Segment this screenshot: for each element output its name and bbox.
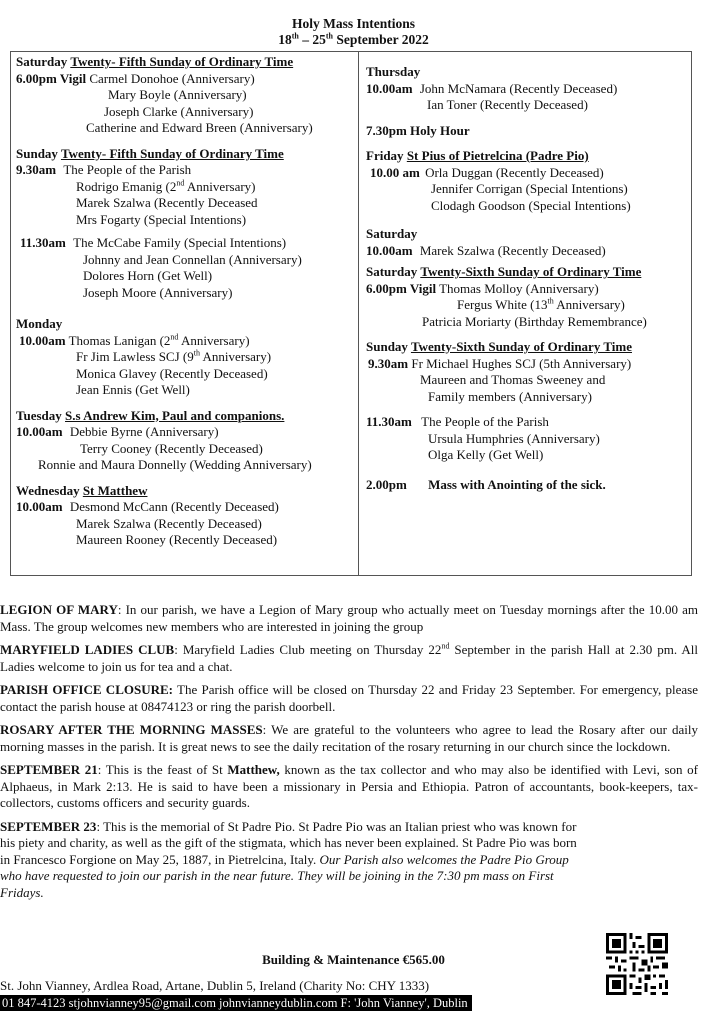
thursday-block <box>366 64 688 114</box>
intention: Maureen and Thomas Sweeney and <box>420 372 606 387</box>
notice-legion: LEGION OF MARY: In our parish, we have a Legion of Mary group who actually meet on Tuesday mornings after the 10.00 am Mass. The group welcomes new members who are interested in joining the group <box>0 602 699 634</box>
intention: The McCabe Family (Special Intentions) <box>73 235 287 250</box>
intention: Clodagh Goodson (Special Intentions) <box>431 197 631 213</box>
sunday-right-1130-block <box>366 414 688 464</box>
mass-time: 10.00am <box>16 499 63 514</box>
footer-contact: 01 847-4123 stjohnvianney95@gmail.com johnvianneydublin.com F: 'John Vianney', Dublin <box>0 995 472 1011</box>
column-divider <box>358 51 359 576</box>
friday-block <box>366 148 688 214</box>
mass-time: 6.00pm Vigil <box>366 280 437 296</box>
intention: Jennifer Corrigan (Special Intentions) <box>431 181 628 196</box>
page-title: Holy Mass Intentions <box>291 16 416 31</box>
intention: Orla Duggan (Recently Deceased) <box>425 164 604 180</box>
intention: Fr Jim Lawless SCJ (9th Anniversary) <box>76 348 272 364</box>
mass-time: 11.30am <box>366 414 412 429</box>
intention: Patricia Moriarty (Birthday Remembrance) <box>422 313 647 329</box>
sunday-block <box>16 146 356 229</box>
saturday-heading: Saturday <box>366 226 418 241</box>
mass-time: 10.00am <box>16 424 63 439</box>
thursday-heading: Thursday <box>366 64 421 79</box>
intention: Marek Szalwa (Recently Deceased) <box>419 242 606 258</box>
mass-time: 10.00am <box>366 80 413 96</box>
intention: Joseph Moore (Anniversary) <box>83 284 233 300</box>
intention: Ronnie and Maura Donnelly (Wedding Anniversary) <box>38 457 312 472</box>
intention: Catherine and Edward Breen (Anniversary) <box>86 120 313 135</box>
saturday-heading: Saturday Twenty- Fifth Sunday of Ordinary Time <box>16 54 294 69</box>
mass-time: 11.30am <box>20 235 66 250</box>
intention: Marek Szalwa (Recently Deceased) <box>76 515 262 531</box>
wednesday-heading: Wednesday St Matthew <box>16 482 148 498</box>
saturday-block <box>16 54 356 137</box>
monday-block <box>16 316 356 399</box>
intention: Thomas Lanigan (2nd Anniversary) <box>68 332 250 348</box>
notice-sep23: SEPTEMBER 23: This is the memorial of St Padre Pio. St Padre Pio was an Italian priest who was known for his piety and charity, as well as the gift of the stigmata, which has never been explained. St Padre Pio was born in Francesco Forgione on May 25, 1887, in Pietrelcina, Italy. Our Parish also welcomes the Padre Pio Group who have requested to join our parish in the near future. They will be joining in the 7:30 pm mass on First Fridays. <box>0 818 577 900</box>
intention: Desmond McCann (Recently Deceased) <box>69 499 279 514</box>
intention: Fr Michael Hughes SCJ (5th Anniversary) <box>411 355 632 371</box>
intention: Monica Glavey (Recently Deceased) <box>76 365 268 381</box>
monday-heading: Monday <box>16 316 63 331</box>
intention: Carmel Donohoe (Anniversary) <box>89 70 255 86</box>
sunday-right-block <box>366 339 688 405</box>
mass-time: 9.30am <box>16 162 57 177</box>
saturday-right-block <box>366 226 688 259</box>
right-column <box>366 64 688 502</box>
sunday-1130-block <box>16 235 356 301</box>
intention: Dolores Horn (Get Well) <box>83 268 213 283</box>
intention: Family members (Anniversary) <box>428 388 592 404</box>
intention: John McNamara (Recently Deceased) <box>419 80 618 96</box>
intention: Marek Szalwa (Recently Deceased <box>76 195 258 210</box>
intention: Ian Toner (Recently Deceased) <box>427 97 588 112</box>
left-column <box>16 54 356 558</box>
intention: The People of the Parish <box>421 414 549 429</box>
sunday-heading: Sunday Twenty-Sixth Sunday of Ordinary Time <box>366 339 632 354</box>
tuesday-heading: Tuesday S.s Andrew Kim, Paul and companions. <box>16 407 285 423</box>
mass-time: 10.00am <box>366 242 413 258</box>
intention: Maureen Rooney (Recently Deceased) <box>76 532 278 547</box>
notice-office: PARISH OFFICE CLOSURE: The Parish office will be closed on Thursday 22 and Friday 23 September. For emergency, please contact the parish house at 08474123 or ring the parish doorbell. <box>0 682 698 714</box>
footer-address: St. John Vianney, Ardlea Road, Artane, Dublin 5, Ireland (Charity No: CHY 1333) <box>0 978 430 993</box>
intention: Johnny and Jean Connellan (Anniversary) <box>83 251 302 267</box>
friday-heading: Friday St Pius of Pietrelcina (Padre Pio) <box>366 148 589 163</box>
mass-time: 6.00pm Vigil <box>16 70 87 86</box>
intention: Thomas Molloy (Anniversary) <box>439 280 599 296</box>
holy-hour: 7.30pm Holy Hour <box>366 122 470 138</box>
mass-time: 2.00pm <box>366 476 407 492</box>
notice-sep21: SEPTEMBER 21: This is the feast of St Matthew, known as the tax collector and who may also be identified with Levi, son of Alphaeus, in Mark 2:13. He is said to have been a missionary in Persia and Ethiopia. Patron of accountants, book-keepers, tax-collectors, customs officers and security guards. <box>0 762 698 810</box>
notices <box>0 602 698 908</box>
intention: The People of the Parish <box>63 162 192 177</box>
wednesday-block <box>16 483 356 549</box>
qr-code-icon[interactable] <box>606 933 668 995</box>
intention: Fergus White (13th Anniversary) <box>457 296 625 312</box>
saturday-vigil-heading: Saturday Twenty-Sixth Sunday of Ordinary Time <box>366 264 642 279</box>
mass-time: 10.00 am <box>370 164 420 180</box>
sunday-heading: Sunday Twenty- Fifth Sunday of Ordinary Time <box>16 145 284 161</box>
mass-time: 10.00am <box>19 332 66 348</box>
intention: Mrs Fogarty (Special Intentions) <box>76 211 247 227</box>
intention: Mary Boyle (Anniversary) <box>108 87 247 102</box>
intention: Debbie Byrne (Anniversary) <box>69 424 219 439</box>
building-maintenance: Building & Maintenance €565.00 <box>262 952 445 967</box>
notice-maryfield: MARYFIELD LADIES CLUB: Maryfield Ladies Club meeting on Thursday 22nd September in the parish Hall at 2.30 pm. All Ladies welcome to join us for tea and a chat. <box>0 641 698 674</box>
anointing-mass: Mass with Anointing of the sick. <box>428 476 606 492</box>
intention: Olga Kelly (Get Well) <box>428 447 544 462</box>
intention: Jean Ennis (Get Well) <box>76 382 190 397</box>
mass-time: 9.30am <box>368 355 409 371</box>
intention: Terry Cooney (Recently Deceased) <box>80 440 263 456</box>
intention: Rodrigo Emanig (2nd Anniversary) <box>76 178 256 194</box>
anointing-block <box>366 477 688 494</box>
tuesday-block <box>16 408 356 474</box>
intention: Joseph Clarke (Anniversary) <box>104 103 254 119</box>
date-range: 18th – 25th September 2022 <box>278 31 429 47</box>
intention: Ursula Humphries (Anniversary) <box>428 430 600 446</box>
notice-rosary: ROSARY AFTER THE MORNING MASSES: We are grateful to the volunteers who agree to lead the Rosary after our daily morning masses in the parish. It is great news to see the daily recitation of the rosary returning in our church since the lockdown. <box>0 722 698 754</box>
saturday-vigil-block <box>366 264 688 330</box>
